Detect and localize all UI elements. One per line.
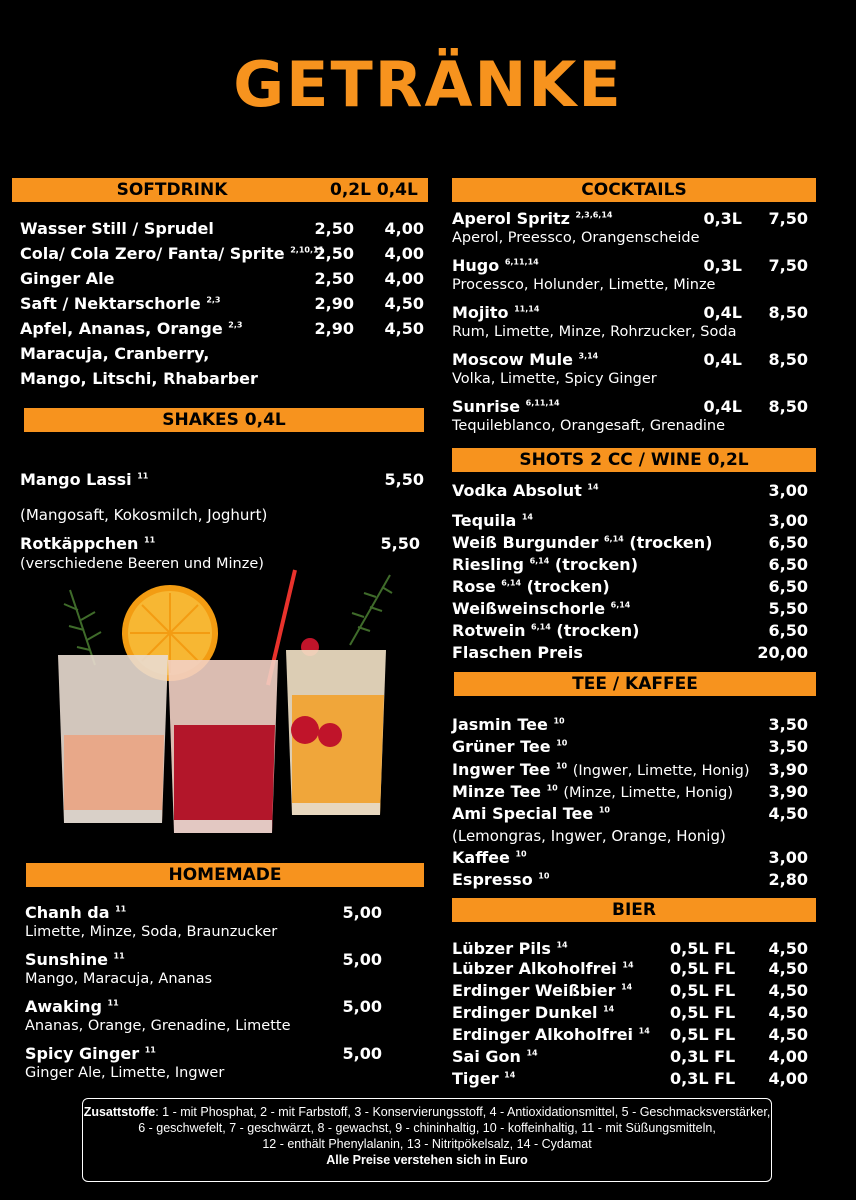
homemade-price: 5,00 [342, 950, 382, 969]
bier-item [452, 958, 634, 980]
cocktail-item [452, 302, 539, 324]
allergen-superscript: 14 [638, 1026, 650, 1036]
tee-item [452, 847, 527, 869]
tee-item-text: Kaffee [452, 848, 510, 867]
softdrink-item-text: Ginger Ale [20, 269, 115, 288]
shot-item [452, 598, 630, 620]
softdrink-item-text: Maracuja, Cranberry, [20, 344, 210, 363]
shot-extra: (trocken) [629, 533, 713, 552]
tee-item-text: Grüner Tee [452, 737, 551, 756]
homemade-price: 5,00 [342, 997, 382, 1016]
bier-header-bar [452, 898, 816, 922]
softdrink-price-large: 4,00 [384, 219, 424, 238]
shot-price: 6,50 [768, 577, 808, 596]
tee-price: 3,50 [768, 715, 808, 734]
softdrink-item [20, 343, 209, 365]
softdrink-item [20, 368, 258, 390]
allergen-superscript: 10 [538, 871, 550, 881]
cocktail-item [452, 208, 612, 230]
footer-line1: : 1 - mit Phosphat, 2 - mit Farbstoff, 3 - Konservierungsstoff, 4 - Antioxidationsmittel, 5 - Geschmacksverstärker, [155, 1105, 771, 1119]
cocktail-price: 7,50 [768, 209, 808, 228]
bier-price: 4,00 [768, 1047, 808, 1066]
cocktail-item-text: Moscow Mule [452, 350, 573, 369]
shot-item [452, 510, 533, 532]
allergen-superscript: 2,3 [206, 295, 221, 305]
cocktail-item-text: Hugo [452, 256, 500, 275]
cocktail-item [452, 349, 598, 371]
shots-header: SHOTS 2 CC / WINE 0,2L [519, 450, 749, 470]
allergen-superscript: 6,14 [529, 556, 550, 566]
shot-item-text: Rotwein [452, 621, 526, 640]
tee-item-text: Ingwer Tee [452, 760, 551, 779]
allergen-superscript: 6,14 [603, 534, 624, 544]
allergen-superscript: 2,10,11 [290, 245, 325, 255]
cocktail-item-text: Mojito [452, 303, 509, 322]
softdrink-header: SOFTDRINK [116, 180, 228, 200]
shot-price: 6,50 [768, 621, 808, 640]
shot-item-text: Tequila [452, 511, 517, 530]
homemade-item-text: Sunshine [25, 950, 108, 969]
bier-price: 4,50 [768, 959, 808, 978]
allergen-superscript: 2,3 [228, 320, 243, 330]
bier-item-text: Lübzer Alkoholfrei [452, 959, 617, 978]
bier-price: 4,50 [768, 1003, 808, 1022]
allergen-superscript: 14 [556, 940, 568, 950]
bier-header: BIER [612, 900, 656, 920]
allergen-superscript: 14 [521, 512, 533, 522]
homemade-item-text: Awaking [25, 997, 102, 1016]
shots-header-bar [452, 448, 816, 472]
shot-item-text: Vodka Absolut [452, 481, 582, 500]
allergen-superscript: 10 [556, 738, 568, 748]
footer-line3: 12 - enthält Phenylalanin, 13 - Nitritpökelsalz, 14 - Cydamat [262, 1137, 592, 1151]
allergen-superscript: 11,14 [514, 304, 540, 314]
bier-size: 0,5L FL [670, 1025, 736, 1044]
cocktail-desc: Volka, Limette, Spicy Ginger [452, 371, 657, 387]
bier-item [452, 938, 568, 960]
tee-header-bar [454, 672, 816, 696]
tee-price: 3,90 [768, 782, 808, 801]
homemade-item [25, 1043, 156, 1065]
footer-line4: Alle Preise verstehen sich in Euro [326, 1153, 528, 1167]
allergen-superscript: 10 [553, 716, 565, 726]
softdrink-header-bar [12, 178, 428, 202]
shot-item-text: Weiß Burgunder [452, 533, 599, 552]
softdrink-price-large: 4,50 [384, 319, 424, 338]
shake-name: Mango Lassi $^{11}$ [20, 470, 149, 489]
homemade-desc: Limette, Minze, Soda, Braunzucker [25, 924, 278, 940]
bier-size: 0,5L FL [670, 1003, 736, 1022]
bier-item [452, 980, 632, 1002]
tee-item [452, 869, 549, 891]
homemade-header-bar [26, 863, 424, 887]
homemade-item [25, 949, 125, 971]
shot-item [452, 576, 610, 598]
tee-item [452, 803, 610, 825]
tee-item-text: Espresso [452, 870, 533, 889]
footer-line2: 6 - geschwefelt, 7 - geschwärzt, 8 - gewachst, 9 - chininhaltig, 10 - koffeinhaltig, 11 - mit Süßungsmitteln, [138, 1121, 716, 1135]
shot-extra: (trocken) [556, 621, 640, 640]
homemade-item [25, 996, 119, 1018]
tee-extra: (Ingwer, Limette, Honig) [572, 763, 750, 779]
softdrink-item [20, 218, 214, 240]
bier-price: 4,00 [768, 1069, 808, 1088]
shot-item-text: Flaschen Preis [452, 643, 583, 662]
shot-price: 5,50 [768, 599, 808, 618]
softdrink-item-text: Wasser Still / Sprudel [20, 219, 214, 238]
shakes-header: SHAKES 0,4L [162, 410, 286, 430]
bier-item [452, 1024, 650, 1046]
softdrink-item [20, 268, 115, 290]
shot-item [452, 620, 639, 642]
bier-size: 0,5L FL [670, 959, 736, 978]
tee-item [452, 759, 750, 781]
softdrink-item-text: Apfel, Ananas, Orange [20, 319, 223, 338]
allergen-superscript: 11 [115, 904, 127, 914]
allergen-superscript: 10 [546, 783, 558, 793]
bier-item-text: Lübzer Pils [452, 939, 551, 958]
footer-label: Zusattstoffe [83, 1105, 156, 1119]
allergen-superscript: 10 [598, 805, 610, 815]
homemade-price: 5,00 [342, 1044, 382, 1063]
cocktail-price: 7,50 [768, 256, 808, 275]
allergen-superscript: 11 [144, 1045, 156, 1055]
allergen-superscript: 3,14 [578, 351, 599, 361]
shake-desc: (verschiedene Beeren und Minze) [20, 556, 264, 572]
homemade-desc: Ananas, Orange, Grenadine, Limette [25, 1018, 291, 1034]
bier-item-text: Erdinger Alkoholfrei [452, 1025, 634, 1044]
cocktail-item-text: Aperol Spritz [452, 209, 570, 228]
cocktail-price: 8,50 [768, 303, 808, 322]
bier-price: 4,50 [768, 1025, 808, 1044]
bier-size: 0,3L FL [670, 1047, 736, 1066]
cocktail-desc: Tequileblanco, Orangesaft, Grenadine [452, 418, 726, 434]
softdrink-price-small: 2,50 [314, 244, 354, 263]
shot-price: 20,00 [757, 643, 808, 662]
allergen-superscript: 11 [107, 998, 119, 1008]
softdrink-size-header: 0,2L 0,4L [330, 180, 418, 200]
bier-size: 0,5L FL [670, 981, 736, 1000]
tee-item-text: Minze Tee [452, 782, 542, 801]
bier-price: 4,50 [768, 939, 808, 958]
cocktail-size: 0,4L [703, 397, 742, 416]
tee-price: 3,90 [768, 760, 808, 779]
softdrink-price-large: 4,00 [384, 269, 424, 288]
allergen-superscript: 6,11,14 [504, 257, 539, 267]
cocktails-header-bar [452, 178, 816, 202]
shot-item [452, 480, 599, 502]
softdrink-item [20, 318, 242, 340]
homemade-price: 5,00 [342, 903, 382, 922]
allergen-superscript: 14 [603, 1004, 615, 1014]
allergen-superscript: 14 [622, 960, 634, 970]
bier-size: 0,5L FL [670, 939, 736, 958]
allergen-superscript: 10 [515, 849, 527, 859]
cocktail-size: 0,3L [703, 209, 742, 228]
softdrink-item-text: Mango, Litschi, Rhabarber [20, 369, 258, 388]
bier-item-text: Tiger [452, 1069, 499, 1088]
cocktails-header: COCKTAILS [581, 180, 687, 200]
shot-price: 3,00 [768, 511, 808, 530]
cocktail-size: 0,4L [703, 303, 742, 322]
cocktail-size: 0,4L [703, 350, 742, 369]
softdrink-price-large: 4,00 [384, 244, 424, 263]
bier-item [452, 1046, 538, 1068]
softdrink-price-small: 2,50 [314, 269, 354, 288]
bier-price: 4,50 [768, 981, 808, 1000]
cocktail-desc: Rum, Limette, Minze, Rohrzucker, Soda [452, 324, 737, 340]
shot-item [452, 532, 712, 554]
homemade-desc: Mango, Maracuja, Ananas [25, 971, 213, 987]
allergen-superscript: 14 [504, 1070, 516, 1080]
shot-price: 3,00 [768, 481, 808, 500]
bier-item-text: Erdinger Dunkel [452, 1003, 598, 1022]
homemade-item [25, 902, 126, 924]
softdrink-price-large: 4,50 [384, 294, 424, 313]
cocktail-desc: Aperol, Preessco, Orangenscheide [452, 230, 700, 246]
bier-item [452, 1002, 614, 1024]
cocktail-item [452, 396, 560, 418]
softdrink-price-small: 2,90 [314, 319, 354, 338]
allergen-superscript: 10 [555, 761, 568, 771]
cocktail-price: 8,50 [768, 397, 808, 416]
softdrink-item [20, 243, 324, 265]
bier-item [452, 1068, 515, 1090]
tee-item [452, 781, 733, 803]
bier-size: 0,3L FL [670, 1069, 736, 1088]
shakes-header-bar [24, 408, 424, 432]
cocktail-price: 8,50 [768, 350, 808, 369]
softdrink-item-text: Cola/ Cola Zero/ Fanta/ Sprite [20, 244, 285, 263]
cocktail-glasses-illustration [40, 565, 420, 845]
tee-item [452, 736, 567, 758]
page-title: GETRÄNKE [233, 48, 623, 121]
shot-extra: (trocken) [554, 555, 638, 574]
tee-price: 2,80 [768, 870, 808, 889]
allergen-superscript: 6,14 [610, 600, 631, 610]
allergen-superscript: 11 [113, 951, 125, 961]
tee-price: 3,00 [768, 848, 808, 867]
tee-extra: (Minze, Limette, Honig) [563, 785, 733, 801]
additives-footer [82, 1098, 772, 1182]
shake-name: Rotkäppchen $^{11}$ [20, 534, 156, 553]
tee-item-text: Jasmin Tee [452, 715, 548, 734]
shake-desc: (Mangosaft, Kokosmilch, Joghurt) [20, 506, 268, 524]
allergen-superscript: 14 [526, 1048, 538, 1058]
tee-price: 3,50 [768, 737, 808, 756]
tee-header: TEE / KAFFEE [572, 674, 698, 694]
homemade-header: HOMEMADE [168, 865, 282, 885]
shot-price: 6,50 [768, 555, 808, 574]
tee-item [452, 714, 565, 736]
shot-item-text: Weißweinschorle [452, 599, 606, 618]
shake-price: 5,50 [384, 470, 424, 489]
bier-item-text: Erdinger Weißbier [452, 981, 616, 1000]
allergen-superscript: 2,3,6,14 [575, 210, 613, 220]
cocktail-item [452, 255, 539, 277]
tee-price: 4,50 [768, 804, 808, 823]
tee-desc: (Lemongras, Ingwer, Orange, Honig) [452, 827, 726, 845]
shot-item [452, 554, 638, 576]
allergen-superscript: 6,14 [531, 622, 551, 632]
allergen-superscript: 6,11,14 [525, 398, 560, 408]
tee-item-text: Ami Special Tee [452, 804, 594, 823]
shot-item-text: Riesling [452, 555, 524, 574]
softdrink-price-small: 2,90 [314, 294, 354, 313]
homemade-desc: Ginger Ale, Limette, Ingwer [25, 1065, 225, 1081]
allergen-superscript: 14 [621, 982, 633, 992]
homemade-item-text: Chanh da [25, 903, 110, 922]
shot-price: 6,50 [768, 533, 808, 552]
shot-item-text: Rose [452, 577, 496, 596]
softdrink-price-small: 2,50 [314, 219, 354, 238]
shot-extra: (trocken) [526, 577, 610, 596]
cocktail-item-text: Sunrise [452, 397, 521, 416]
softdrink-item [20, 293, 221, 315]
shot-item [452, 642, 583, 664]
cocktail-desc: Processco, Holunder, Limette, Minze [452, 277, 716, 293]
allergen-superscript: 6,14 [501, 578, 522, 588]
shake-price: 5,50 [380, 534, 420, 553]
allergen-superscript: 14 [587, 482, 599, 492]
homemade-item-text: Spicy Ginger [25, 1044, 140, 1063]
bier-item-text: Sai Gon [452, 1047, 521, 1066]
cocktail-size: 0,3L [703, 256, 742, 275]
softdrink-item-text: Saft / Nektarschorle [20, 294, 201, 313]
